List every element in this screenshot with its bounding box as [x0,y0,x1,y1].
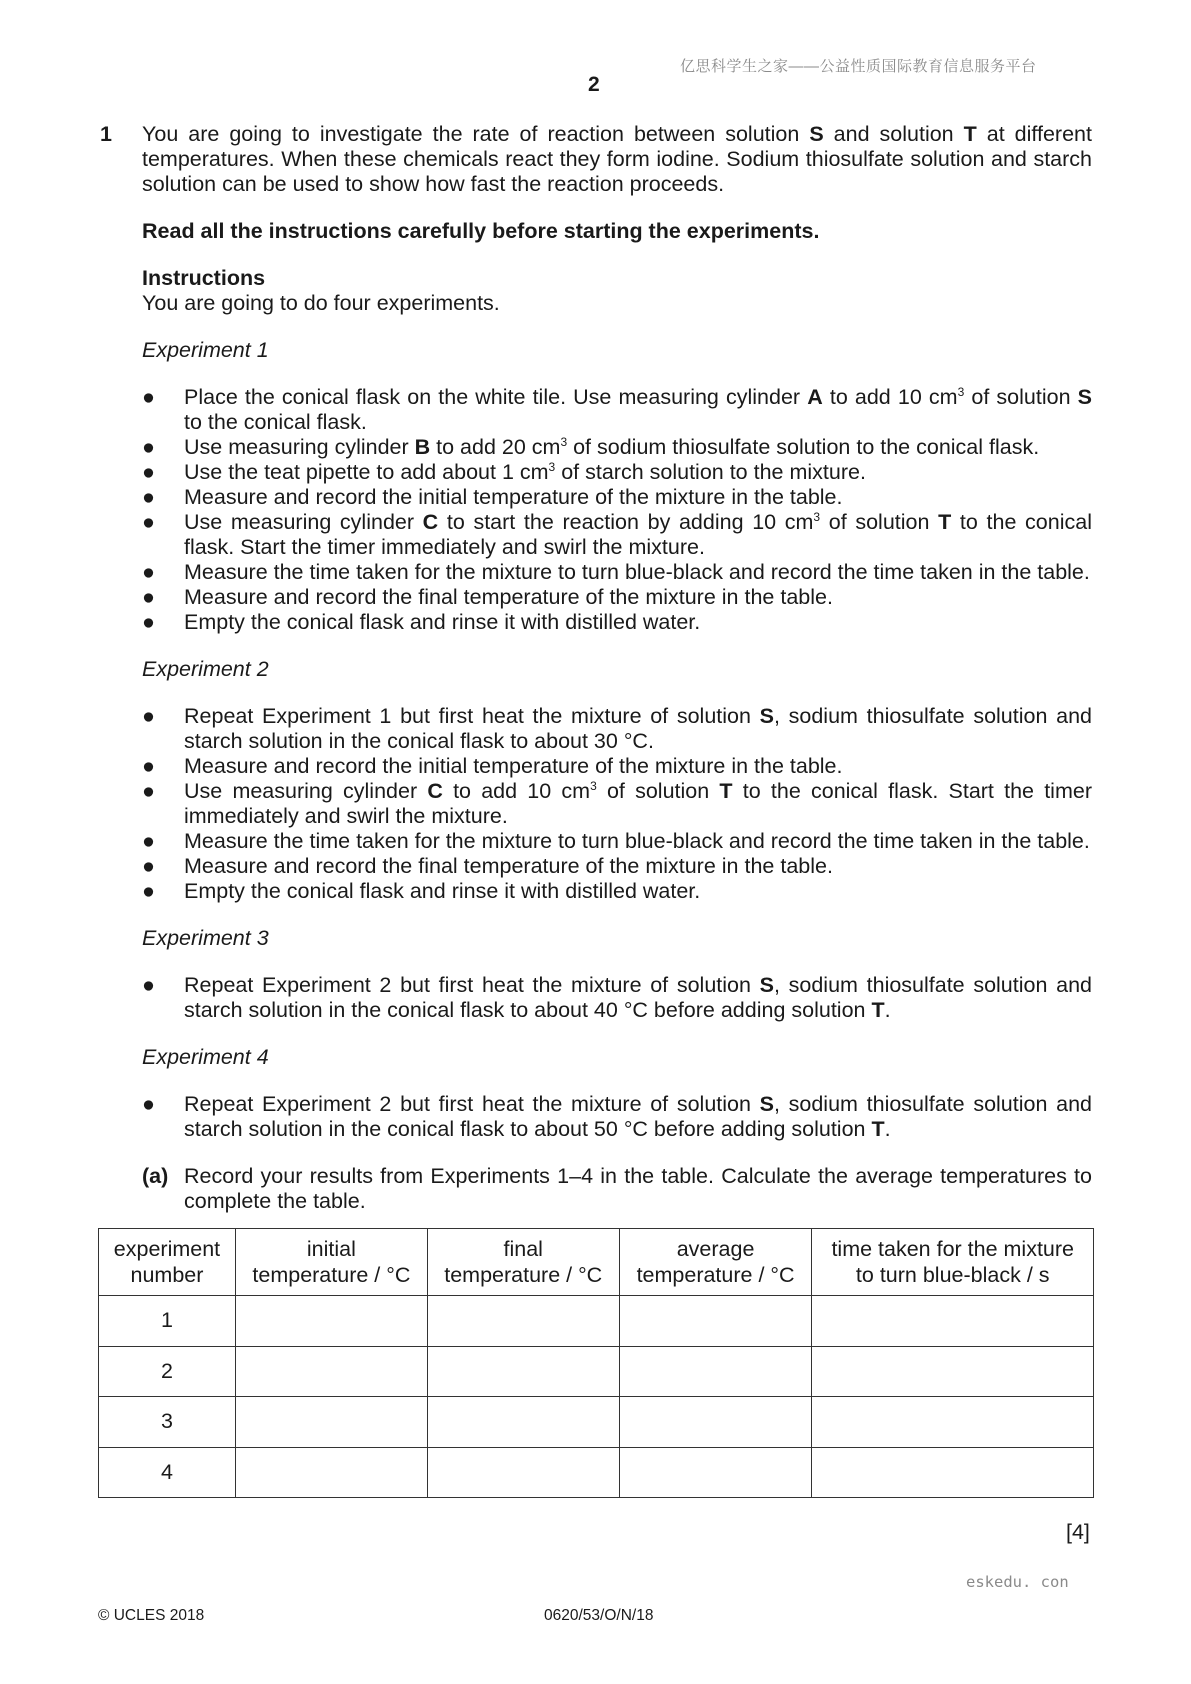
bullet-icon: ● [142,385,155,409]
intro-paragraph: You are going to investigate the rate of reaction between solution S and solution T at different temperatures. When these chemicals react they form iodine. Sodium thiosulfate solution and starch solution can be used to show how fast the reaction proceeds. [142,122,1092,196]
list-item: ● Use measuring cylinder B to add 20 $cm^3$ of sodium thiosulfate solution to the conical flask. [142,435,1040,459]
experiment-2-steps [142,704,1092,904]
list-item: ● Repeat Experiment 1 but first heat the mixture of solution S, sodium thiosulfate solution and starch solution in the conical flask to about 30 °C. [142,704,1092,753]
answer-cell[interactable] [619,1397,812,1448]
list-item: ● Measure the time taken for the mixture to turn blue-black and record the time taken in the table. [142,560,1090,584]
bullet-icon: ● [142,585,155,609]
experiment-number-cell: 3 [99,1397,236,1448]
answer-cell[interactable] [235,1397,427,1448]
list-item: ● Measure and record the initial temperature of the mixture in the table. [142,754,843,778]
bullet-icon: ● [142,829,155,853]
footer-copyright: © UCLES 2018 [98,1607,205,1624]
list-item: ● Measure the time taken for the mixture to turn blue-black and record the time taken in the table. [142,829,1090,853]
answer-cell[interactable] [812,1397,1094,1448]
answer-cell[interactable] [235,1447,427,1498]
marks-allocation: [4] [1066,1520,1090,1544]
answer-cell[interactable] [619,1447,812,1498]
experiment-number-cell: 4 [99,1447,236,1498]
bullet-icon: ● [142,704,155,728]
part-a-text: Record your results from Experiments 1–4 in the table. Calculate the average temperatures to complete the table. [184,1164,1092,1213]
list-item: ● Repeat Experiment 2 but first heat the mixture of solution S, sodium thiosulfate solution and starch solution in the conical flask to about 40 °C before adding solution T. [142,973,1092,1022]
experiment-number-cell: 1 [99,1296,236,1347]
answer-cell[interactable] [427,1397,619,1448]
instructions-heading: Instructions [142,266,266,290]
list-item: ● Measure and record the initial temperature of the mixture in the table. [142,485,843,509]
experiment-3-steps [142,973,1092,1023]
list-item: ● Measure and record the final temperature of the mixture in the table. [142,854,833,878]
bullet-icon: ● [142,973,155,997]
header-initial-temperature: initial temperature / °C [235,1229,427,1296]
answer-cell[interactable] [619,1346,812,1397]
bullet-icon: ● [142,560,155,584]
experiment-2-title: Experiment 2 [142,657,269,681]
answer-cell[interactable] [235,1346,427,1397]
header-final-temperature: final temperature / °C [427,1229,619,1296]
footer-paper-code: 0620/53/O/N/18 [544,1607,654,1624]
results-table [98,1228,1094,1498]
table-row [99,1296,1094,1347]
answer-cell[interactable] [812,1447,1094,1498]
bullet-icon: ● [142,854,155,878]
experiment-1-steps [142,385,1092,635]
watermark-text: 亿思科学生之家——公益性质国际教育信息服务平台 [680,58,1037,75]
watermark-bottom: eskedu. con [966,1573,1069,1591]
bullet-icon: ● [142,1092,155,1116]
list-item: ● Measure and record the final temperature of the mixture in the table. [142,585,833,609]
bullet-icon: ● [142,610,155,634]
table-row [99,1397,1094,1448]
bullet-icon: ● [142,460,155,484]
answer-cell[interactable] [619,1296,812,1347]
list-item: ● Empty the conical flask and rinse it with distilled water. [142,610,701,634]
table-row [99,1346,1094,1397]
list-item: ● Place the conical flask on the white tile. Use measuring cylinder A to add 10 $cm^3$ of solution S to the conical flask. [142,385,1092,434]
table-row [99,1447,1094,1498]
experiment-3-title: Experiment 3 [142,926,269,950]
answer-cell[interactable] [427,1447,619,1498]
answer-cell[interactable] [427,1296,619,1347]
list-item: ● Use measuring cylinder C to add 10 $cm^3$ of solution T to the conical flask. Start the timer immediately and swirl the mixture. [142,779,1092,828]
bullet-icon: ● [142,510,155,534]
experiment-number-cell: 2 [99,1346,236,1397]
list-item: ● Use measuring cylinder C to start the reaction by adding 10 $cm^3$ of solution T to the conical flask. Start the timer immediately and swirl the mixture. [142,510,1092,559]
header-time-taken: time taken for the mixture to turn blue-black / s [812,1229,1094,1296]
experiment-1-title: Experiment 1 [142,338,269,362]
part-a [142,1164,1092,1214]
bullet-icon: ● [142,879,155,903]
read-all-instruction: Read all the instructions carefully before starting the experiments. [142,219,820,243]
header-average-temperature: average temperature / °C [619,1229,812,1296]
question-number: 1 [100,122,112,146]
experiment-4-title: Experiment 4 [142,1045,269,1069]
part-a-label: (a) [142,1164,169,1188]
page-number: 2 [588,73,600,96]
list-item: ● Use the teat pipette to add about 1 $cm^3$ of starch solution to the mixture. [142,460,866,484]
answer-cell[interactable] [427,1346,619,1397]
table-header-row [99,1229,1094,1296]
answer-cell[interactable] [235,1296,427,1347]
experiment-4-steps [142,1092,1092,1142]
bullet-icon: ● [142,435,155,459]
answer-cell[interactable] [812,1296,1094,1347]
list-item: ● Empty the conical flask and rinse it with distilled water. [142,879,701,903]
question-body [142,122,1092,1214]
bullet-icon: ● [142,485,155,509]
bullet-icon: ● [142,779,155,803]
list-item: ● Repeat Experiment 2 but first heat the mixture of solution S, sodium thiosulfate solution and starch solution in the conical flask to about 50 °C before adding solution T. [142,1092,1092,1141]
answer-cell[interactable] [812,1346,1094,1397]
instructions-text: You are going to do four experiments. [142,291,500,315]
header-experiment-number: experiment number [99,1229,236,1296]
bullet-icon: ● [142,754,155,778]
